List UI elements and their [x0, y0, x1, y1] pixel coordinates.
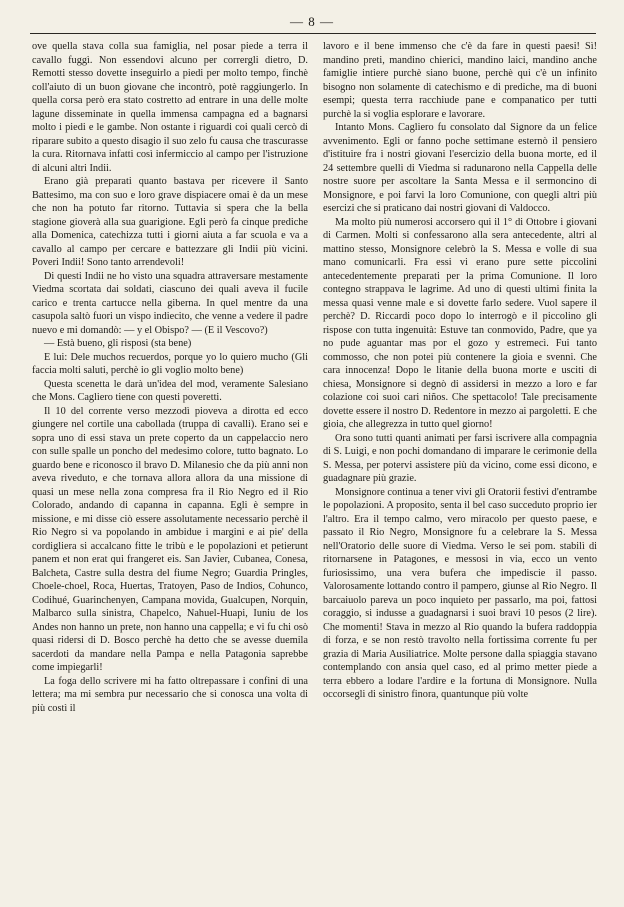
left-column: [32, 40, 308, 715]
header-rule: [30, 33, 596, 34]
paragraph: Intanto Mons. Cagliero fu consolato dal Signore da un felice avvenimento. Egli or fanno poche settimane esternò il pensiero d'istituire fra i nostri giovani l'esercizio della buona morte, ed il 24 settembre quelli di Viedma si radunarono nella Cappella delle nostre suore per ascoltare la Santa Messa e il sermoncino di Monsignore, e poi farvi la loro Comunione, con quegli altri più esercizi che si praticano dai nostri giovani di Valdocco.: [323, 122, 597, 214]
paragraph: Ma molto più numerosi accorsero qui il 1° di Ottobre i giovani di Carmen. Molti si confessarono alla sera antecedente, altri al mattino stesso, Monsignore celebrò la S. Messa e volle di sua mano comunicarli. Fra essi vi erano pure sette piccolini antecedentemente preparati per la prima Comunione. Il loro contegno strappava le lagrime. Ad uno di questi ultimi finita la messa quasi venne male e si dovette farlo sedere. Vuol sapere il perchè? D. Riccardi poco dopo lo interrogò e il piccolino gli rispose con tutta ingenuità: Estuve tan conmovido, Padre, que ya no pude aguantar mas por el gozo y estremecì. Fui tanto commosso, che non potei più contenere la gioia e svenni. Che cara innocenza! Dopo le litanie della buona morte e usciti di chiesa, Monsignore si degnò di assidersi in mezzo a loro e far colazione coi suoi cari niños. Che spettacolo! Tale precisamente dovette essere il nostro D. Redentore in mezzo ai pargoletti. E che gioia, che allegrezza in tutto quel giorno!: [323, 216, 597, 430]
paragraph: Erano già preparati quanto bastava per ricevere il Santo Battesimo, ma con suo e loro grave dispiacere omai è da un mese che non ha potuto far ritorno. Tuttavia si spera che la bella stagione gioverà alla sua guarigione. Egli però fa cinque prediche alla Domenica, catechizza tutti i giorni aiuta a far scuola e va a cavallo al campo per cercare e battezzare gli Indii più vicini. Poveri Indii! Sono tanto arrendevoli!: [32, 176, 308, 268]
page-number: — 8 —: [290, 14, 334, 29]
paragraph: Di questi Indii ne ho visto una squadra attraversare mestamente Viedma scortata dai soldati, ciascuno dei quali aveva il fucile carico e trenta cartucce nella giberna. In quel mentre da una casupola saltò fuori un vispo indiecito, che venne a vedere il padre nuevo e mi domandò: — y el Obispo? — (E il Vescovo?): [32, 270, 308, 336]
paragraph: — Està bueno, gli risposi (sta bene): [44, 338, 192, 349]
paragraph: Il 10 del corrente verso mezzodì pioveva a dirotta ed ecco giungere nel cortile una cabollada (truppa di cavalli). Erano sei e sopra uno di essi stava un prete coperto da un cappelaccio nero con sulle spalle un poncho del medesimo colore, tutto bagnato. Lo guardo bene e riconosco il bravo D. Milanesio che da più anni non aveva riveduto, e che tornava allora allora da una missione di quasi un mese nella zona compresa fra il Rio Negro ed il Rio Colorado, andando di capanna in capanna. Egli è sempre in missione, e mi disse ciò essere assolutamente necessario perchè il Rio Negro si va popolando in ambidue i margini e ai pie' della cordigliera si accalcano fitte le tribù e le popolazioni et petierunt panem et non erat qui frangeret eis. San Javier, Cubanea, Conesa, Balcheta, Castre sulla destra del fiume Negro; Guardia Pringles, Choele-choel, Roca, Huertas, Tratoyen, Paso de Indios, Cohunco, Codihué, Guarinchenyen, Campana movida, Gualcupen, Norquin, Malbarco sulla sinistra, Chapelco, Nahuel-Huapi, Iuniu de los Andes non hanno un prete, non hanno una cappella; e vi fu chi osò quasi ridersi di D. Bosco perchè ha detto che se avesse duemila sacerdoti da mandare nella Pampa e nella Patagonia saprebbe come impiegarli!: [32, 405, 308, 673]
paragraph: ove quella stava colla sua famiglia, nel posar piede a terra il cavallo fuggì. Non essendovi alcuno per corrergli dietro, D. Remotti stesso dovette inseguirlo a piedi per molto tempo, finchè coll'aiuto di un buon giovane che incontrò, potè raggiungerlo. In quella corsa però era stato costretto ad entrare in una delle molte lagune disseminate in quella immensa campagna ed a bagnarsi molto i piedi e le gambe. Non ostante i riguardi coi quali cercò di riparare subito a questo disagio il suo zelo fu causa che trascurasse la cura. Ritornava infatti così infermiccio al campo per l'istruzione di alcuni altri Indii.: [32, 41, 308, 174]
paragraph: Questa scenetta le darà un'idea del mod, veramente Salesiano che Mons. Cagliero tiene con questi poveretti.: [32, 378, 308, 403]
paragraph: Monsignore continua a tener vivi gli Oratorii festivi d'entrambe le popolazioni. A proposito, senta il bel caso succeduto proprio ier l'altro. Era il tempo calmo, vero miracolo per questo paese, e passato il Rio Negro, Monsignore fu a celebrare la S. Messa nell'Oratorio delle suore di Viedma. Verso le sei pom. stabilì di ritornarsene in Patagones, e messosi in via, ecco un vento furiosissimo, una vera bufera che impediscie il passo. Valorosamente lottando contro il pampero, giunse al Rio Negro. Il barcaiuolo pareva un poco inquieto per passarlo, ma poi, fattosi coraggio, si indusse a guadagnarsi i suoi bravi 10 pesos (2 lire). Che momenti! Stava in mezzo al Rio quando la bufera raddoppia di forza, e se non restò travolto nella fortissima corrente fu per grazia di Maria Ausiliatrice. Molte persone dalla spiaggia stavano contemplando con ansia quel caso, ed al primo metter piede a terra ebbero a lodare l'ardire e la fortuna di Monsignore. Nulla occorsegli di sinistro finora, quantunque più volte: [323, 486, 597, 700]
paragraph: lavoro e il bene immenso che c'è da fare in questi paesi! Sì! mandino preti, mandino chierici, mandino laici, mandino anche famiglie intiere purchè siano buone, perchè qui c'è un infinito bisogno non solamente di catechismo e di prediche, ma di buoni esempi; questa terra racchiude pane e companatico per tutti purchè la si voglia esplorare e lavorare.: [323, 41, 597, 120]
right-column: [323, 40, 597, 702]
paragraph: La foga dello scrivere mi ha fatto oltrepassare i confini di una lettera; ma mi sembra pur necessario che si conosca una volta di più costì il: [32, 675, 308, 714]
paragraph: Ora sono tutti quanti animati per farsi iscrivere alla compagnia di S. Luigi, e non pochi domandano di imparare le cerimonie della S. Messa, per potervi assistere più da vicino, come essi dicono, e guadagnare più grazie.: [323, 432, 597, 484]
paragraph: E lui: Dele muchos recuerdos, porque yo lo quiero mucho (Gli faccia molti saluti, perchè io gli voglio molto bene): [32, 351, 308, 376]
